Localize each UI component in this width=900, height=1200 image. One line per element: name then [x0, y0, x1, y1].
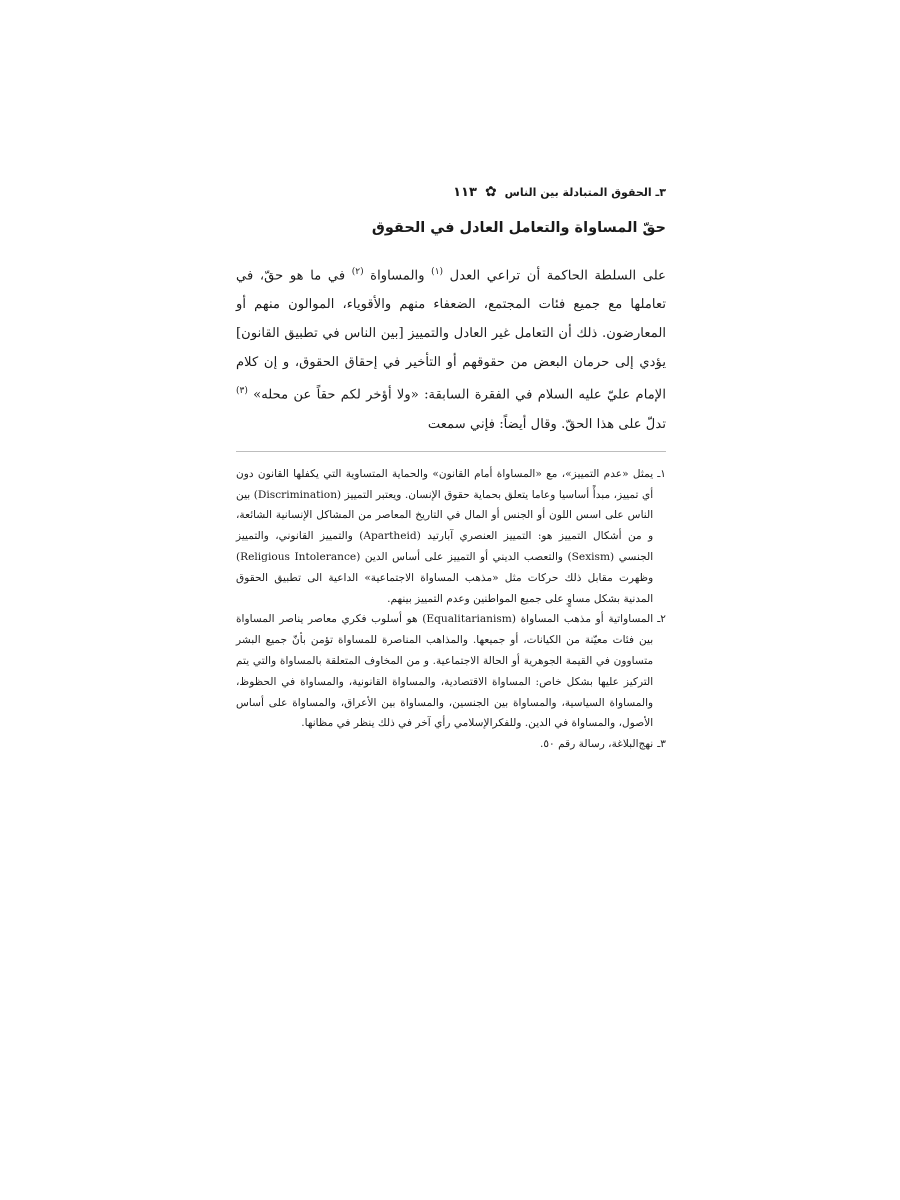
footnote-text: المساواتية أو مذهب المساواة (Equalitarianism) هو أسلوب فكري معاصر يناصر المساواة بين فئات معيّنة من الكيانات، أو جميعها. والمذاهب المناصرة للمساواة تؤمن بأنّ جميع البشر متساوون في القيمة الجوهرية أو الحالة الاجتماعية. و من المخاوف المتعلقة بالمساواة والتي يتم التركيز عليها بشكل خاص: المساواة الاقتصادية، والمساواة القانونية، والمساواة في الحظوظ، والمساواة السياسية، والمساواة بين الجنسين، والمساواة بين الأعراق، والمساواة على أساس الأصول، والمساواة في الدين. وللفكرالإسلامي رأي آخر في ذلك ينظر في مظانها.	[236, 613, 654, 730]
footnote-number: ١ـ	[657, 467, 666, 480]
body-text-part: على السلطة الحاكمة أن تراعي العدل	[443, 268, 666, 284]
flower-ornament-icon: ✿	[484, 184, 497, 200]
book-page	[236, 180, 666, 755]
footnote-text: يمثل «عدم التمييز»، مع «المساواة أمام القانون» والحماية المتساوية التي يكفلها القانون دون أي تمييز، مبدأً أساسيا وعاما يتعلق بحماية حقوق الإنسان. ويعتبر التمييز (Discrimination) بين الناس على اسس اللون أو الجنس أو المال في التاريخ المعاصر من المشاكل الإنسانية الشائعة، و من أشكال التمييز هو: التمييز العنصري آبارتيد (Apartheid) والتمييز القانوني، والتمييز الجنسي (Sexism) والتعصب الديني أو التمييز على أساس الدين (Religious Intolerance) وظهرت مقابل ذلك حركات مثل «مذهب المساواة الاجتماعية» الداعية الى تطبيق الحقوق المدنية بشكل مساوٍ على جميع المواطنين وعدم التمييز بينهم.	[236, 467, 654, 605]
footnote-ref-1[interactable]: (١)	[431, 267, 444, 277]
body-text-part: تدلّ على هذا الحقّ. وقال أيضاً: فإني سمعت	[427, 416, 666, 432]
footnote-ref-2[interactable]: (٢)	[351, 267, 364, 277]
footnote-text: نهج‌البلاغة، رسالة رقم ٥٠.	[539, 738, 654, 751]
body-text-part: في ما هو حقّ، في تعاملها مع جميع فئات المجتمع، الضعفاء منهم والأقوياء، الموالون منهم أو المعارضون. ذلك أن التعامل غير العادل والتمييز [بين الناس في تطبيق القانون] يؤدي إلى حرمان البعض من حقوقهم أو التأخير في إحقاق الحقوق، و إن كلام الإمام عليّ عليه السلام في الفقرة السابقة: «ولا أؤخر لكم حقاً عن محله»	[236, 268, 666, 403]
page-number: ١١٣	[453, 184, 477, 200]
section-heading: حقّ المساواة والتعامل العادل في الحقوق	[371, 220, 666, 236]
footnotes	[236, 464, 666, 755]
running-head-section: ٣ـ الحقوق المتبادلة بين الناس	[504, 185, 666, 199]
footnote-number: ٢ـ	[657, 613, 666, 626]
footnote-3	[236, 734, 666, 755]
footnote-divider	[236, 451, 666, 452]
footnote-2	[236, 609, 666, 734]
body-text-part: والمساواة	[363, 268, 432, 284]
body-paragraph	[236, 258, 666, 439]
footnote-number: ٣ـ	[657, 738, 666, 751]
footnote-1	[236, 464, 666, 610]
body-text	[236, 258, 666, 439]
running-head	[236, 180, 666, 204]
footnote-ref-3[interactable]: (٣)	[236, 386, 248, 397]
